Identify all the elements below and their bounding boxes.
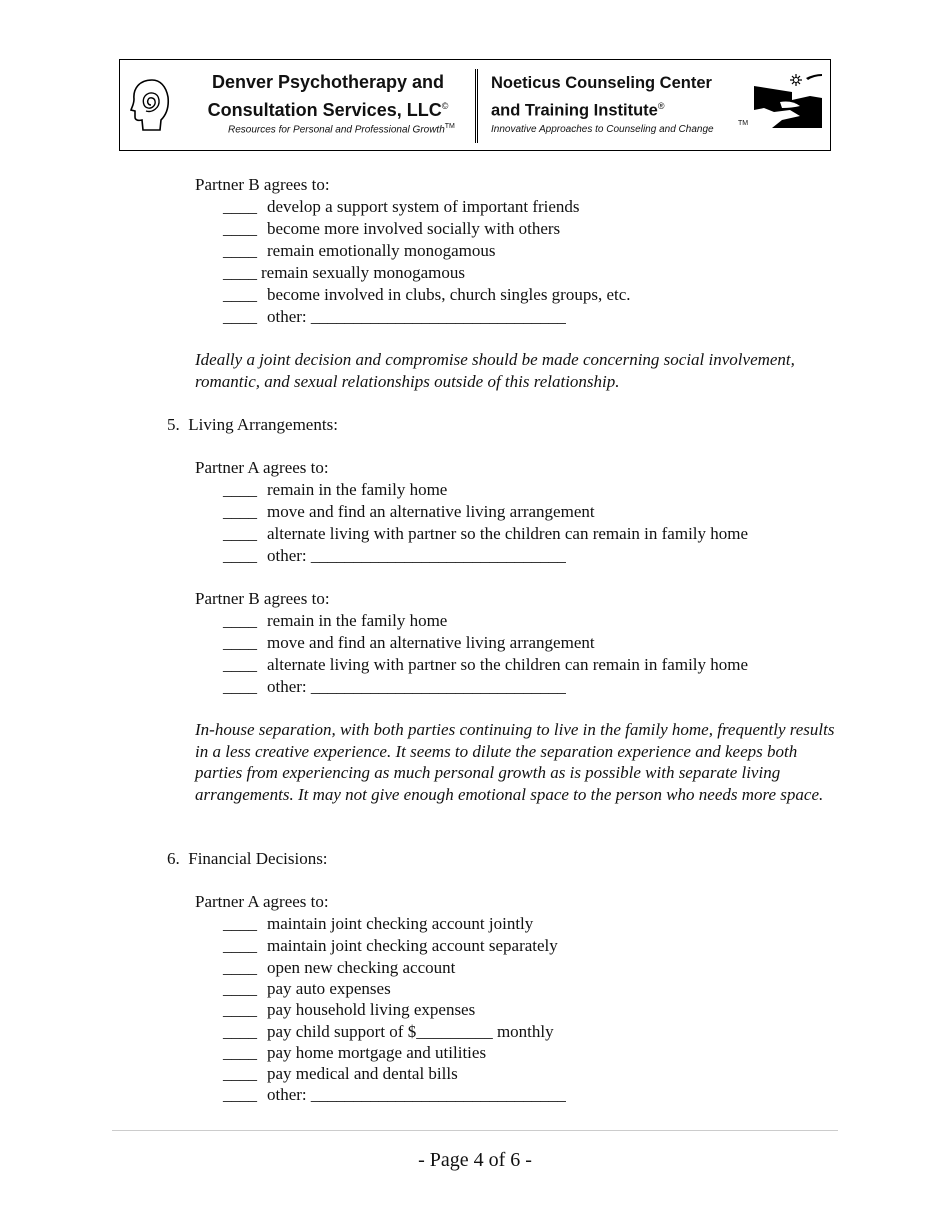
section4-note: Ideally a joint decision and compromise should be made concerning social involvement, romantic, and sexual relationships outside of this relationship.: [195, 350, 795, 391]
blank-line[interactable]: ____: [223, 958, 257, 977]
letterhead-divider: [475, 69, 478, 143]
blank-line[interactable]: ____: [223, 979, 257, 998]
head-profile-icon: [130, 78, 170, 132]
item-text: move and find an alternative living arrangement: [267, 633, 595, 652]
left-trademark: TM: [444, 123, 455, 130]
noeticus-logo-icon: [752, 70, 824, 130]
list-item: [223, 240, 496, 262]
item-text: open new checking account: [267, 958, 456, 977]
blank-line[interactable]: ____: [223, 524, 257, 543]
item-text: pay home mortgage and utilities: [267, 1043, 487, 1062]
list-item: [223, 306, 566, 328]
item-text: move and find an alternative living arrangement: [267, 502, 595, 521]
blank-line[interactable]: ____: [223, 655, 257, 674]
item-text: remain in the family home: [267, 611, 448, 630]
blank-line[interactable]: ____: [223, 502, 257, 521]
blank-line[interactable]: ____: [223, 1022, 257, 1041]
right-tagline: Innovative Approaches to Counseling and Change: [491, 124, 714, 135]
partner-a-heading: Partner A agrees to:: [195, 458, 329, 477]
blank-line[interactable]: ____: [223, 611, 257, 630]
list-item: [223, 501, 595, 523]
section6-heading: 6. Financial Decisions:: [167, 849, 328, 868]
item-text[interactable]: other: ______________________________: [267, 546, 566, 565]
section5-note: In-house separation, with both parties continuing to live in the family home, frequently results in a less creative experience. It seems to dilute the separation experience and keeps both parties from experiencing as much personal growth as is possible with separate living arrangements. It may not give enough emotional space to the person who needs more space.: [195, 720, 835, 804]
list-item: [223, 676, 566, 698]
right-name-line2: and Training Institute: [491, 101, 658, 120]
partner-b-heading: Partner B agrees to:: [195, 589, 330, 608]
blank-line[interactable]: ____: [223, 546, 257, 565]
list-item: [223, 935, 558, 957]
item-text: become involved in clubs, church singles groups, etc.: [267, 285, 631, 304]
item-text: develop a support system of important friends: [267, 197, 580, 216]
blank-line[interactable]: ____: [223, 1085, 257, 1104]
left-name-line2: Consultation Services, LLC: [207, 100, 442, 120]
section5-heading: 5. Living Arrangements:: [167, 415, 338, 434]
item-text: maintain joint checking account separately: [267, 936, 558, 955]
list-item: [223, 1063, 458, 1085]
blank-line[interactable]: ____: [223, 633, 257, 652]
right-name-line1: Noeticus Counseling Center: [491, 74, 712, 92]
list-item: [223, 284, 631, 306]
item-text: remain sexually monogamous: [261, 263, 465, 282]
item-text: alternate living with partner so the children can remain in family home: [267, 655, 749, 674]
blank-line[interactable]: ____: [223, 285, 257, 304]
item-text: remain emotionally monogamous: [267, 241, 496, 260]
page-number: - Page 4 of 6 -: [418, 1149, 532, 1171]
list-item: [223, 999, 475, 1021]
partner-b-heading: Partner B agrees to:: [195, 175, 330, 194]
blank-line[interactable]: ____: [223, 241, 257, 260]
footer-divider: [112, 1130, 838, 1131]
list-item: [223, 545, 566, 567]
left-tagline: [228, 123, 468, 135]
blank-line[interactable]: ____: [223, 1043, 257, 1062]
list-item: [223, 479, 447, 501]
copyright-mark: ©: [441, 101, 449, 111]
blank-line[interactable]: ____: [223, 914, 257, 933]
list-item: [223, 1084, 566, 1106]
blank-line[interactable]: ____: [223, 480, 257, 499]
item-text[interactable]: other: ______________________________: [267, 677, 566, 696]
item-text: alternate living with partner so the children can remain in family home: [267, 524, 749, 543]
list-item: [223, 632, 595, 654]
blank-line[interactable]: ____: [223, 677, 257, 696]
list-item: [223, 913, 533, 935]
list-item: [223, 262, 465, 284]
partner-a-heading: Partner A agrees to:: [195, 892, 329, 911]
letterhead: [119, 59, 831, 151]
item-text: pay auto expenses: [267, 979, 391, 998]
blank-line[interactable]: ____: [223, 219, 257, 238]
left-name-line1: Denver Psychotherapy and: [211, 72, 445, 92]
item-text[interactable]: pay child support of $_________ monthly: [267, 1022, 554, 1041]
list-item: [223, 1021, 554, 1043]
list-item: [223, 218, 560, 240]
blank-line[interactable]: ____: [223, 1064, 257, 1083]
blank-line[interactable]: ____: [223, 307, 257, 326]
list-item: [223, 610, 447, 632]
list-item: [223, 523, 748, 545]
item-text: pay household living expenses: [267, 1000, 476, 1019]
right-company-name: [491, 72, 761, 123]
item-text[interactable]: other: ______________________________: [267, 307, 566, 326]
item-text[interactable]: other: ______________________________: [267, 1085, 566, 1104]
blank-line[interactable]: ____: [223, 936, 257, 955]
item-text: become more involved socially with others: [267, 219, 561, 238]
list-item: [223, 196, 580, 218]
list-item: [223, 978, 391, 1000]
list-item: [223, 1042, 486, 1064]
item-text: pay medical and dental bills: [267, 1064, 458, 1083]
list-item: [223, 957, 455, 979]
blank-line[interactable]: ____: [223, 197, 257, 216]
blank-line[interactable]: ____: [223, 1000, 257, 1019]
registered-mark: ®: [657, 101, 665, 111]
left-company-name: [178, 70, 478, 122]
left-tagline-text: Resources for Personal and Professional Growth: [228, 124, 445, 136]
item-text: maintain joint checking account jointly: [267, 914, 534, 933]
blank-line[interactable]: ____: [223, 263, 257, 282]
list-item: [223, 654, 748, 676]
item-text: remain in the family home: [267, 480, 448, 499]
right-trademark: TM: [738, 120, 749, 127]
